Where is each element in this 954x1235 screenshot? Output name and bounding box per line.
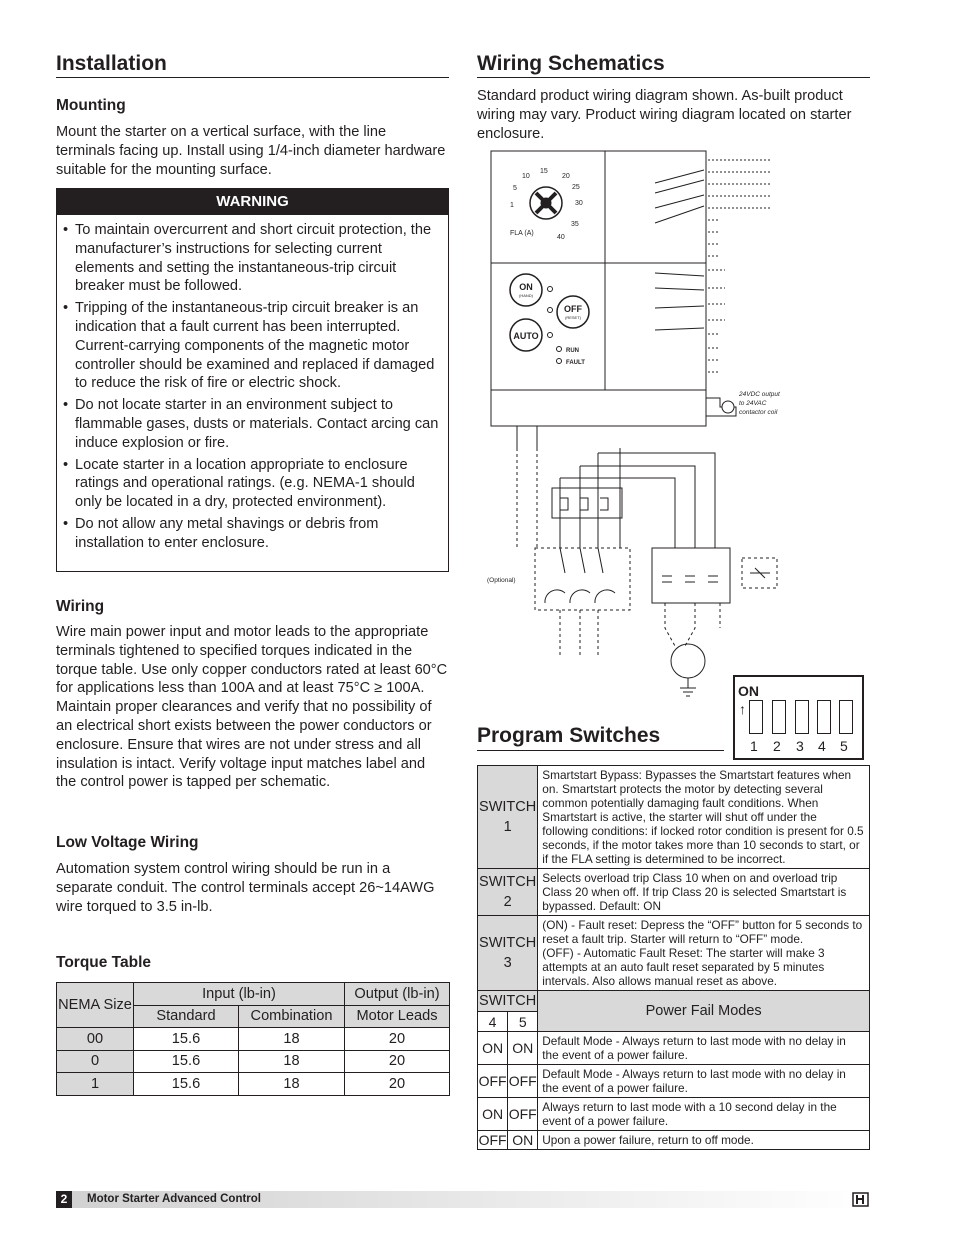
off-button-sub: (RESET) (565, 315, 581, 320)
pf-s4: ON (478, 1098, 508, 1131)
torque-header-motor: Motor Leads (345, 1005, 450, 1028)
torque-header-output: Output (lb-in) (345, 983, 450, 1006)
torque-size: 00 (57, 1028, 134, 1051)
table-row (478, 1032, 870, 1065)
coil-note: contactor coil (739, 409, 778, 416)
pf-description: Default Mode - Always return to last mode with no delay in the event of a power failure. (538, 1065, 870, 1098)
dip-number: 3 (796, 738, 804, 754)
table-row (478, 916, 870, 991)
torque-header-input: Input (lb-in) (134, 983, 345, 1006)
dial-label: 25 (572, 184, 580, 191)
page-footer (56, 1191, 869, 1208)
wiring-schematics-title: Wiring Schematics (477, 52, 665, 75)
switch-label: SWITCH 3 (478, 916, 538, 991)
pf-s5: ON (508, 1131, 538, 1150)
coil-note: to 24VAC (739, 400, 767, 407)
dip-number: 1 (750, 738, 758, 754)
program-switches-table (477, 765, 870, 1150)
torque-motor: 20 (345, 1028, 450, 1051)
switch-description: Smartstart Bypass: Bypasses the Smartstart features when on. Smartstart protects the motor by detecting several common potentially damaging fault conditions. When Smartstart is active, the starter will shut off under the following conditions: if locked rotor condition is present for 0.5 seconds, if the motor takes more than 10 seconds to start, or if the FLA setting is determined to be incorrect. (538, 766, 870, 869)
low-voltage-heading: Low Voltage Wiring (56, 834, 199, 851)
warning-item: • To maintain overcurrent and short circuit protection, the manufacturer’s instructions for selecting current elements and setting the instantaneous-trip circuit breaker must be followed. (75, 221, 442, 296)
pf-s5: OFF (508, 1098, 538, 1131)
installation-title: Installation (56, 52, 167, 75)
fla-label: FLA (A) (510, 230, 534, 237)
disconnect-block (535, 548, 630, 610)
dip-number: 2 (773, 738, 781, 754)
program-switches-title: Program Switches (477, 724, 661, 747)
control-terminal-arrows (655, 160, 770, 372)
torque-header-combination: Combination (239, 1005, 345, 1028)
pf-title: Power Fail Modes (538, 991, 870, 1032)
table-row (478, 766, 870, 869)
pf-switch-5: 5 (508, 1012, 538, 1032)
motor-icon (671, 644, 705, 678)
coil-icon (722, 401, 734, 413)
torque-header-nema: NEMA Size (57, 983, 134, 1028)
arrow-up-icon: ↑ (739, 701, 746, 717)
dial-label: 35 (571, 221, 579, 228)
wiring-text: Wire main power input and motor leads to the appropriate terminals tightened to specified torques indicated in the torque table. Use only copper conductors rated at least 60°C for applications less than 100A and at least 75°C ≥ 100A. Maintain proper clearances and verify that no possibility of an electrical short exists between the power conductors or enclosure. Ensure that wires are not under stress and all insulation is intact. Verify voltage input matches label and the control power is tapped per schematic. (56, 624, 448, 791)
optional-label: (Optional) (487, 577, 516, 584)
dip-switch[interactable] (749, 700, 763, 734)
pf-s5: OFF (508, 1065, 538, 1098)
mounting-text: Mount the starter on a vertical surface, with the line terminals facing up. Install using 1/4-inch diameter hardware suitable for the mounting surface. (56, 124, 446, 178)
title-rule (477, 750, 724, 751)
warning-box (56, 188, 449, 572)
dip-switch[interactable] (817, 700, 831, 734)
pf-description: Default Mode - Always return to last mode with no delay in the event of a power failure. (538, 1032, 870, 1065)
torque-motor: 20 (345, 1050, 450, 1073)
table-row (57, 1050, 450, 1073)
torque-standard: 15.6 (134, 1050, 239, 1073)
torque-table (56, 982, 450, 1096)
run-led-icon (557, 347, 562, 352)
dip-switch[interactable] (839, 700, 853, 734)
dial-label: 20 (562, 173, 570, 180)
pf-s4: OFF (478, 1132, 507, 1148)
switch-label: SWITCH 1 (478, 766, 538, 869)
switch-label: SWITCH 2 (478, 869, 538, 916)
torque-heading: Torque Table (56, 954, 152, 971)
fault-led-icon (557, 359, 562, 364)
torque-combination: 18 (239, 1028, 345, 1051)
dial-label: 15 (540, 168, 548, 175)
warning-item: • Locate starter in a location appropriate to enclosure ratings and operational ratings. (e.g. NEMA-1 should only be located in a dry, protected environment). (75, 456, 442, 512)
pf-s4: OFF (478, 1065, 508, 1098)
page-number: 2 (56, 1191, 72, 1208)
table-row (478, 869, 870, 916)
dip-switch[interactable] (795, 700, 809, 734)
switch-description: (ON) - Fault reset: Depress the “OFF” button for 5 seconds to reset a fault trip. Starter will return to “OFF” mode. (OFF) - Automatic Fault Reset: The starter will make 3 attempts at an auto fault reset separated by 5 minutes intervals. Also allows manual reset as above. (538, 916, 870, 991)
brand-logo-icon (852, 1192, 869, 1207)
on-button-label: ON (519, 282, 533, 292)
on-button-sub: (HAND) (519, 293, 533, 298)
torque-size: 0 (57, 1050, 134, 1073)
dip-switch[interactable] (772, 700, 786, 734)
warning-list (57, 215, 448, 558)
mounting-heading: Mounting (56, 97, 126, 114)
footer-label: Motor Starter Advanced Control (87, 1193, 262, 1205)
warning-item: • Do not allow any metal shavings or debris from installation to enter enclosure. (75, 515, 442, 553)
dip-on-label: ON (738, 683, 759, 699)
table-row (57, 1073, 450, 1096)
title-rule (477, 77, 870, 78)
dial-label: 30 (575, 200, 583, 207)
fla-dial-icon (530, 187, 562, 219)
low-voltage-text: Automation system control wiring should be run in a separate conduit. The control terminals accept 26~14AWG wire torqued to 3.5 in-lb. (56, 861, 435, 915)
table-row (478, 1098, 870, 1131)
switch-description: Selects overload trip Class 10 when on and overload trip Class 20 when off. If trip Class 20 is selected Smartstart is bypassed. Default: ON (538, 869, 870, 916)
torque-standard: 15.6 (134, 1028, 239, 1051)
off-button-label: OFF (564, 304, 582, 314)
torque-motor: 20 (345, 1073, 450, 1096)
warning-item: • Do not locate starter in an environment subject to flammable gases, dusts or materials. Contact arcing can induce explosion or fire. (75, 396, 442, 452)
auto-button-label: AUTO (513, 331, 539, 341)
pf-s4: ON (478, 1032, 508, 1065)
warning-item: • Tripping of the instantaneous-trip circuit breaker is an indication that a fault current has been interrupted. Current-carrying components of the magnetic motor controller should be examined and replaced if damaged to reduce the risk of fire or electric shock. (75, 299, 442, 393)
pf-description: Always return to last mode with a 10 second delay in the event of a power failure. (538, 1098, 870, 1131)
dip-switch-block (733, 675, 864, 760)
torque-size: 1 (57, 1073, 134, 1096)
dip-number: 4 (818, 738, 826, 754)
schematics-text: Standard product wiring diagram shown. As-built product wiring may vary. Product wiring diagram located on starter enclosure. (477, 88, 852, 142)
wiring-diagram (480, 148, 790, 698)
dip-number: 5 (840, 738, 848, 754)
table-row (57, 1028, 450, 1051)
pf-switch-label: SWITCH (478, 991, 538, 1012)
table-row (478, 991, 870, 1012)
warning-heading: WARNING (57, 189, 448, 215)
dial-label: 40 (557, 234, 565, 241)
overload-block (552, 488, 622, 518)
table-row (478, 1131, 870, 1150)
dial-label: 1 (510, 202, 514, 209)
wiring-heading: Wiring (56, 598, 105, 615)
dial-label: 5 (513, 185, 517, 192)
coil-note: 24VDC output (739, 391, 780, 398)
run-label: RUN (566, 348, 579, 354)
torque-combination: 18 (239, 1050, 345, 1073)
pf-s5: ON (508, 1032, 538, 1065)
table-row (478, 1065, 870, 1098)
pf-description: Upon a power failure, return to off mode. (538, 1131, 870, 1150)
torque-combination: 18 (239, 1073, 345, 1096)
ground-icon (680, 678, 696, 696)
title-rule (56, 77, 449, 78)
torque-standard: 15.6 (134, 1073, 239, 1096)
dial-label: 10 (522, 173, 530, 180)
torque-header-standard: Standard (134, 1005, 239, 1028)
fault-label: FAULT (566, 360, 585, 366)
pf-switch-4: 4 (478, 1012, 508, 1032)
